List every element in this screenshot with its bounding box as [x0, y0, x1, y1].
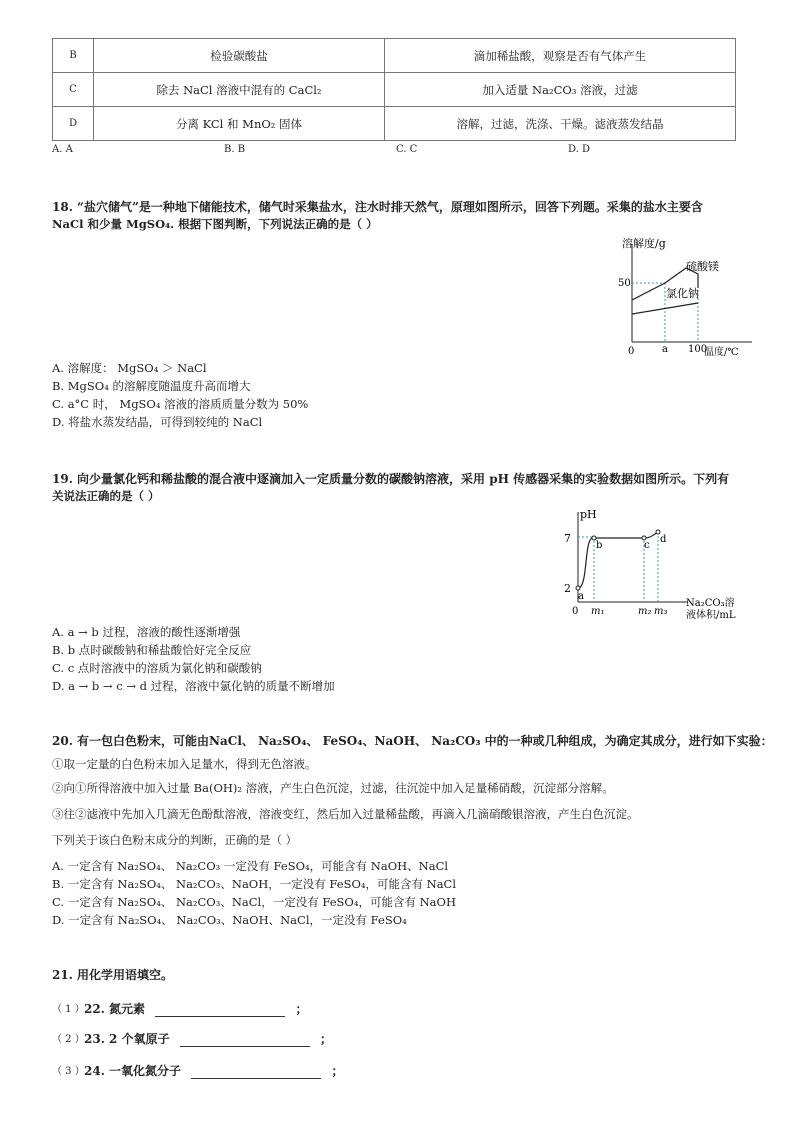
table-row [53, 107, 736, 141]
q18-option-b[interactable]: B. MgSO₄ 的溶解度随温度升高而增大 [52, 379, 251, 393]
x-tick-m3: m₃ [654, 606, 668, 617]
sub-num-1: （ 1 ） [52, 1004, 85, 1015]
x-tick-100: 100 [688, 344, 708, 355]
q20-stem: 20. 有一包白色粉末，可能由NaCl、 Na₂SO₄、 FeSO₄、NaOH、 Na₂CO₃ 中的一种或几种组成，为确定其成分，进行如下实验： [52, 734, 773, 748]
chart-ylabel: 溶解度/g [622, 237, 666, 250]
options-table [52, 38, 736, 141]
q20-step-2: ②向①所得溶液中加入过量 Ba(OH)₂ 溶液，产生白色沉淀，过滤，往沉淀中加入足量稀硝酸，沉淀部分溶解。 [52, 781, 614, 795]
table-row [53, 73, 736, 107]
q22-end: ； [295, 1002, 308, 1016]
q20-option-b[interactable]: B. 一定含有 Na₂SO₄、 Na₂CO₃、NaOH，一定没有 FeSO₄，可能含有 NaCl [52, 877, 457, 891]
chart-xlabel-1: Na₂CO₃溶 [686, 598, 735, 609]
q23-answer-blank[interactable] [180, 1046, 310, 1047]
q19-option-d[interactable]: D. a → b → c → d 过程，溶液中氯化钠的质量不断增加 [52, 679, 335, 693]
x-tick-a: a [662, 344, 668, 355]
q19-option-b[interactable]: B. b 点时碳酸钠和稀盐酸恰好完全反应 [52, 643, 252, 657]
q24-label: 24. 一氧化氮分子 [84, 1064, 182, 1078]
q19-stem-2: 关说法正确的是（ ） [52, 489, 160, 503]
y-tick-7: 7 [564, 532, 571, 545]
q22-row [84, 1000, 307, 1017]
row-method: 滴加稀盐酸，观察是否有气体产生 [385, 39, 736, 73]
chart-xlabel-2: 液体积/mL [686, 610, 736, 621]
row-method: 溶解，过滤，洗涤、干燥。滤液蒸发结晶 [385, 107, 736, 141]
q18-option-c[interactable]: C. a°C 时， MgSO₄ 溶液的溶质质量分数为 50% [52, 397, 309, 411]
q20-option-a[interactable]: A. 一定含有 Na₂SO₄、 Na₂CO₃ 一定没有 FeSO₄，可能含有 NaOH、NaCl [52, 859, 449, 873]
q24-end: ； [331, 1064, 344, 1078]
choice-d[interactable]: D. D [568, 144, 591, 155]
point-d: d [660, 534, 667, 545]
ph-chart [558, 502, 758, 622]
choice-a[interactable]: A. A [52, 144, 73, 155]
row-method: 加入适量 Na₂CO₃ 溶液，过滤 [385, 73, 736, 107]
q18-option-d[interactable]: D. 将盐水蒸发结晶，可得到较纯的 NaCl [52, 415, 263, 429]
series-nacl: 氯化钠 [666, 287, 699, 300]
q23-end: ； [319, 1032, 332, 1046]
q18-stem-1: 18. “盐穴储气”是一种地下储能技术，储气时采集盐水，注水时排天然气，原理如图所示，回答下列题。采集的盐水主要含 [52, 200, 703, 214]
q19-option-a[interactable]: A. a → b 过程，溶液的酸性逐渐增强 [52, 625, 241, 639]
x-tick-m1: m₁ [591, 606, 605, 617]
q20-option-d[interactable]: D. 一定含有 Na₂SO₄、 Na₂CO₃、NaOH、NaCl，一定没有 FeSO₄ [52, 913, 407, 927]
q24-answer-blank[interactable] [191, 1078, 321, 1079]
origin-label: 0 [572, 606, 579, 617]
y-tick-50: 50 [618, 278, 631, 289]
q23-label: 23. 2 个氧原子 [84, 1032, 170, 1046]
y-tick-2: 2 [564, 582, 571, 595]
q20-option-c[interactable]: C. 一定含有 Na₂SO₄、 Na₂CO₃、NaCl，一定没有 FeSO₄，可能含有 NaOH [52, 895, 456, 909]
point-b: b [596, 540, 603, 551]
table-row [53, 39, 736, 73]
choice-c[interactable]: C. C [396, 144, 418, 155]
q18-stem-2: NaCl 和少量 MgSO₄. 根据下图判断，下列说法正确的是（ ） [52, 217, 378, 231]
q23-row [84, 1030, 332, 1047]
row-key: D [53, 107, 94, 141]
row-key: C [53, 73, 94, 107]
row-key: B [53, 39, 94, 73]
point-c: c [644, 540, 650, 551]
q20-step-3: ③往②滤液中先加入几滴无色酚酞溶液，溶液变红，然后加入过量稀盐酸，再滴入几滴硝酸银溶液，产生白色沉淀。 [52, 807, 639, 821]
sub-num-2: （ 2 ） [52, 1034, 85, 1045]
q22-label: 22. 氮元素 [84, 1002, 146, 1016]
q19-option-c[interactable]: C. c 点时溶液中的溶质为氯化钠和碳酸钠 [52, 661, 262, 675]
q22-answer-blank[interactable] [155, 1016, 285, 1017]
row-purpose: 分离 KCl 和 MnO₂ 固体 [94, 107, 385, 141]
chart-ylabel: pH [580, 508, 597, 521]
q19-stem-1: 19. 向少量氯化钙和稀盐酸的混合液中逐滴加入一定质量分数的碳酸钠溶液，采用 pH 传感器采集的实验数据如图所示。下列有 [52, 472, 730, 486]
q18-option-a[interactable]: A. 溶解度： MgSO₄ ＞ NaCl [52, 361, 207, 375]
point-a: a [578, 591, 584, 602]
q21-stem: 21. 用化学用语填空。 [52, 968, 174, 982]
row-purpose: 检验碳酸盐 [94, 39, 385, 73]
choice-b[interactable]: B. B [224, 144, 246, 155]
row-purpose: 除去 NaCl 溶液中混有的 CaCl₂ [94, 73, 385, 107]
solubility-chart [612, 234, 762, 362]
q20-step-1: ①取一定量的白色粉末加入足量水，得到无色溶液。 [52, 757, 317, 771]
series-mgso4: 硫酸镁 [686, 260, 719, 273]
sub-num-3: （ 3 ） [52, 1066, 85, 1077]
q20-ask: 下列关于该白色粉末成分的判断，正确的是（ ） [52, 833, 298, 847]
q24-row [84, 1062, 343, 1079]
x-tick-0: 0 [628, 346, 635, 357]
x-tick-m2: m₂ [638, 606, 652, 617]
chart-xlabel: 温度/℃ [704, 347, 739, 358]
